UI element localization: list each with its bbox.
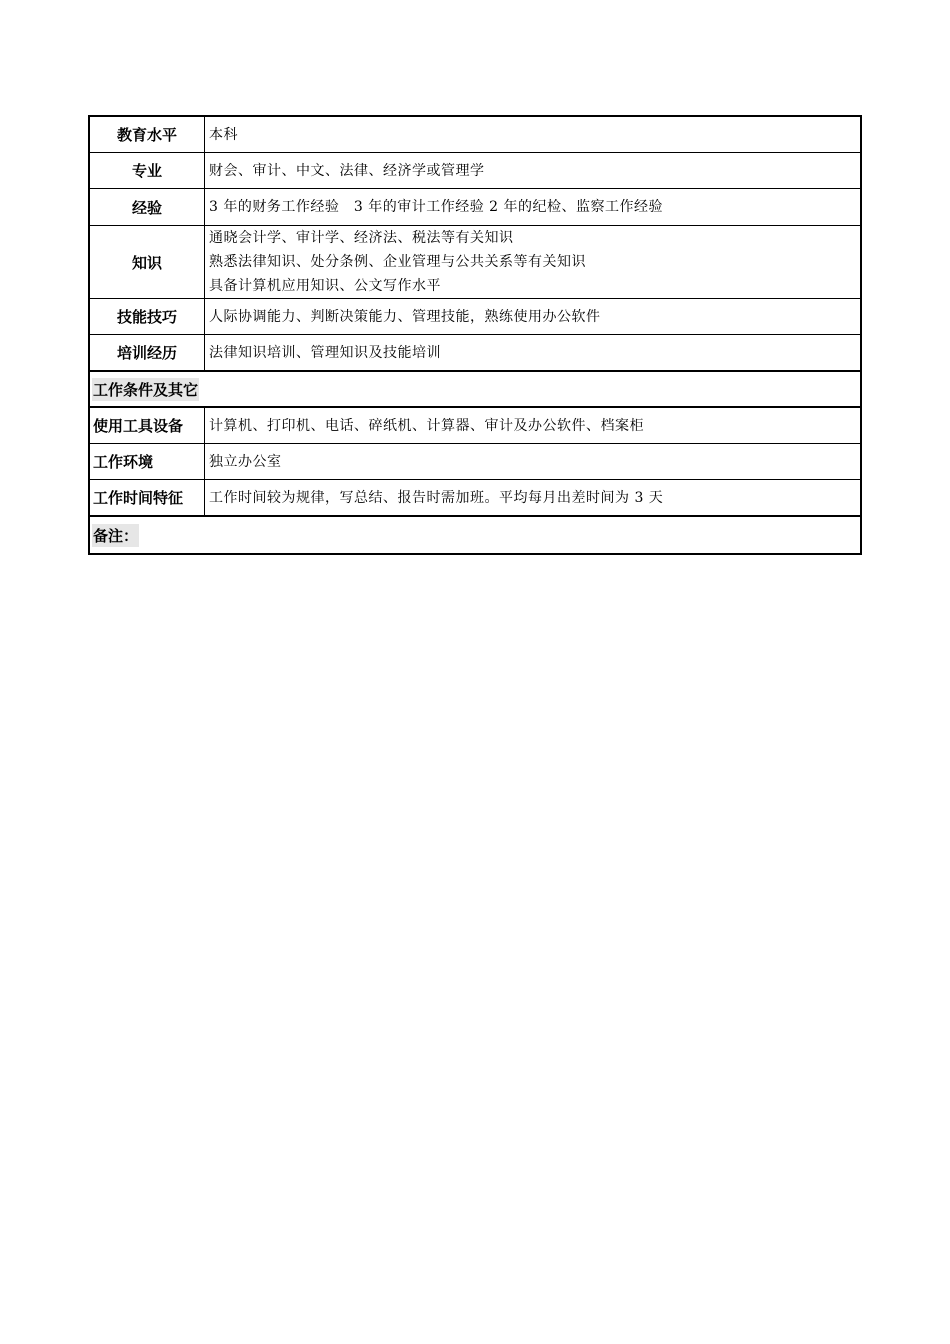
- experience-line: 3 年的财务工作经验 3 年的审计工作经验 2 年的纪检、监察工作经验: [209, 199, 664, 215]
- major-label: 专业: [90, 153, 205, 188]
- environment-line: 独立办公室: [209, 453, 282, 470]
- knowledge-label: 知识: [90, 226, 205, 298]
- knowledge-value: [205, 226, 860, 298]
- experience-value: [205, 189, 860, 225]
- education-label: 教育水平: [90, 117, 205, 152]
- major-value: [205, 153, 860, 188]
- training-line: 法律知识培训、管理知识及技能培训: [209, 344, 441, 361]
- row-knowledge: [90, 226, 860, 299]
- knowledge-line: 通晓会计学、审计学、经济法、税法等有关知识: [209, 230, 514, 246]
- row-education: [90, 117, 860, 153]
- section-title: 工作条件及其它: [92, 378, 199, 401]
- work-hours-label: 工作时间特征: [90, 480, 205, 515]
- remarks-label: 备注：: [92, 524, 139, 547]
- environment-label: 工作环境: [90, 444, 205, 479]
- work-hours-line: 工作时间较为规律，写总结、报告时需加班。平均每月出差时间为 3 天: [209, 489, 664, 506]
- work-hours-value: [205, 480, 860, 515]
- education-value: [205, 117, 860, 152]
- row-tools: [90, 408, 860, 444]
- row-training: [90, 335, 860, 372]
- row-remarks: [90, 517, 860, 553]
- tools-label: 使用工具设备: [90, 408, 205, 443]
- tools-line: 计算机、打印机、电话、碎纸机、计算器、审计及办公软件、档案柜: [209, 417, 644, 434]
- skills-line: 人际协调能力、判断决策能力、管理技能，熟练使用办公软件: [209, 308, 601, 325]
- row-experience: [90, 189, 860, 226]
- knowledge-line: 熟悉法律知识、处分条例、企业管理与公共关系等有关知识: [209, 254, 586, 270]
- training-label: 培训经历: [90, 335, 205, 370]
- section-work-conditions: [90, 372, 860, 408]
- row-major: [90, 153, 860, 189]
- row-skills: [90, 299, 860, 335]
- environment-value: [205, 444, 860, 479]
- job-spec-table: [88, 115, 862, 555]
- tools-value: [205, 408, 860, 443]
- knowledge-line: 具备计算机应用知识、公文写作水平: [209, 278, 441, 294]
- training-value: [205, 335, 860, 370]
- skills-value: [205, 299, 860, 334]
- education-line: 本科: [209, 126, 238, 143]
- row-environment: [90, 444, 860, 480]
- experience-label: 经验: [90, 189, 205, 225]
- row-work-hours: [90, 480, 860, 517]
- major-line: 财会、审计、中文、法律、经济学或管理学: [209, 162, 485, 179]
- skills-label: 技能技巧: [90, 299, 205, 334]
